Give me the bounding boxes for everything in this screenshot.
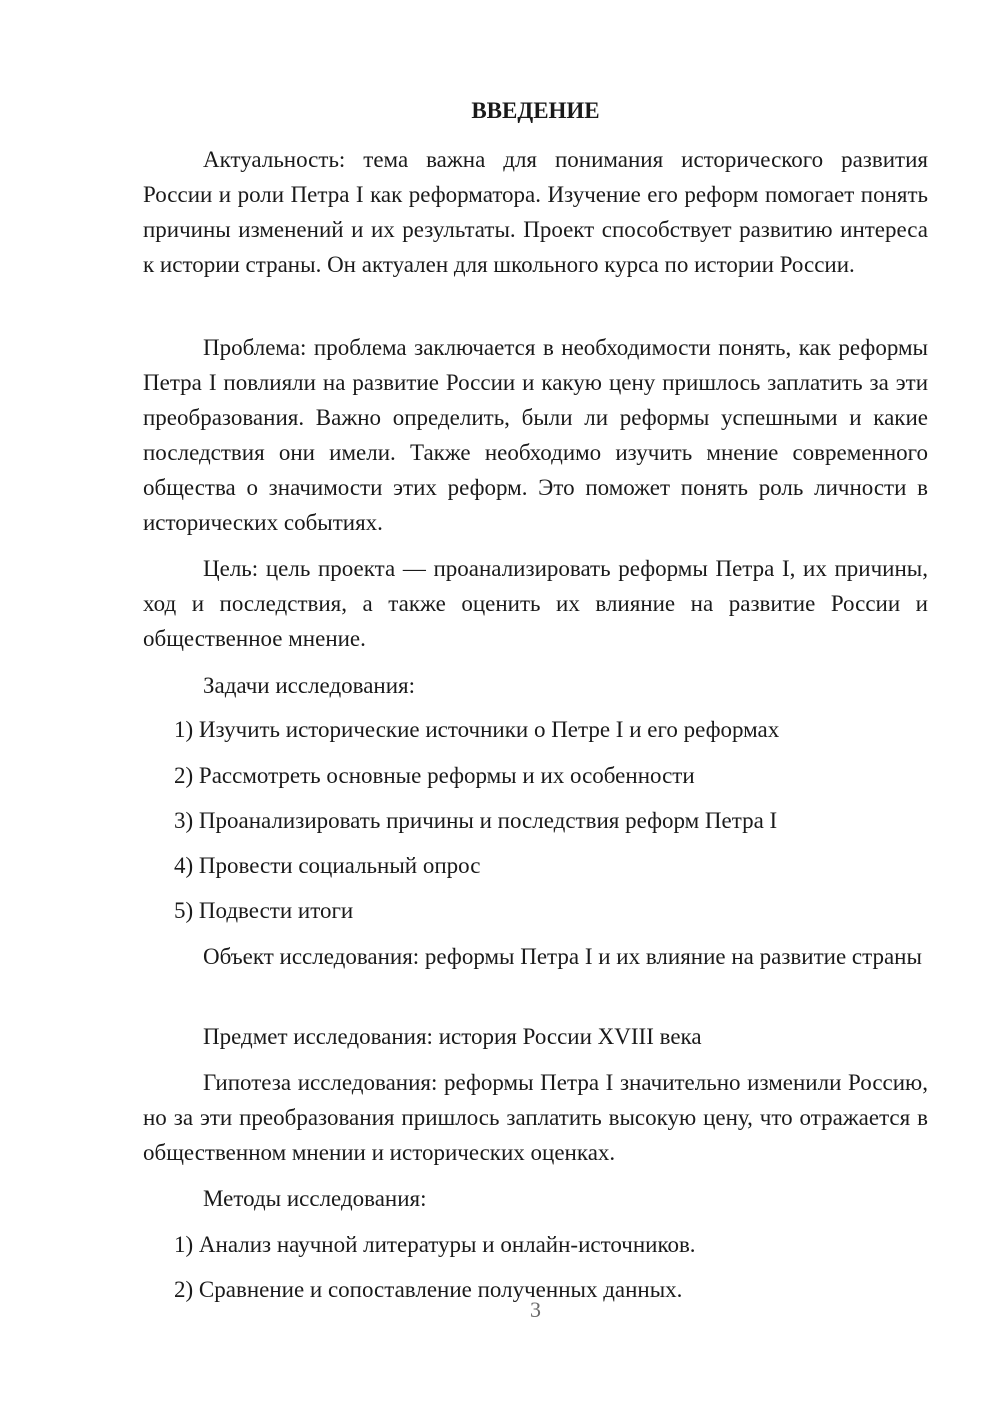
task-item: 4) Провести социальный опрос [174,853,481,878]
method-item: 1) Анализ научной литературы и онлайн-источников. [174,1232,696,1257]
subject-line: Предмет исследования: история России XVIII века [203,1024,702,1049]
task-item: 5) Подвести итоги [174,898,354,923]
methods-heading: Методы исследования: [203,1186,427,1211]
section-title: ВВЕДЕНИЕ [471,98,600,123]
task-item: 3) Проанализировать причины и последствия реформ Петра I [174,808,778,833]
relevance-paragraph: Актуальность: тема важна для понимания исторического развития России и роли Петра I как реформатора. Изучение его реформ помогает понять причины изменений и их результаты. Проект способствует развитию интереса к истории страны. Он актуален для школьного курса по истории России. [143,147,928,277]
page-number: 3 [530,1297,541,1322]
hypothesis-paragraph: Гипотеза исследования: реформы Петра I значительно изменили Россию, но за эти преобразования пришлось заплатить высокую цену, что отражается в общественном мнении и исторических оценках. [143,1070,928,1165]
task-item: 1) Изучить исторические источники о Петре I и его реформах [174,717,780,742]
problem-paragraph: Проблема: проблема заключается в необходимости понять, как реформы Петра I повлияли на развитие России и какую цену пришлось заплатить за эти преобразования. Важно определить, были ли реформы успешными и какие последствия они имели. Также необходимо изучить мнение современного общества о значимости этих реформ. Это поможет понять роль личности в исторических событиях. [143,335,928,535]
object-paragraph: Объект исследования: реформы Петра I и их влияние на развитие страны [203,944,922,969]
goal-paragraph: Цель: цель проекта — проанализировать реформы Петра I, их причины, ход и последствия, а также оценить их влияние на развитие России и общественное мнение. [143,556,928,651]
document-page [143,0,928,1414]
task-item: 2) Рассмотреть основные реформы и их особенности [174,763,695,788]
tasks-heading: Задачи исследования: [203,673,416,698]
method-item: 2) Сравнение и сопоставление полученных данных. [174,1277,683,1302]
